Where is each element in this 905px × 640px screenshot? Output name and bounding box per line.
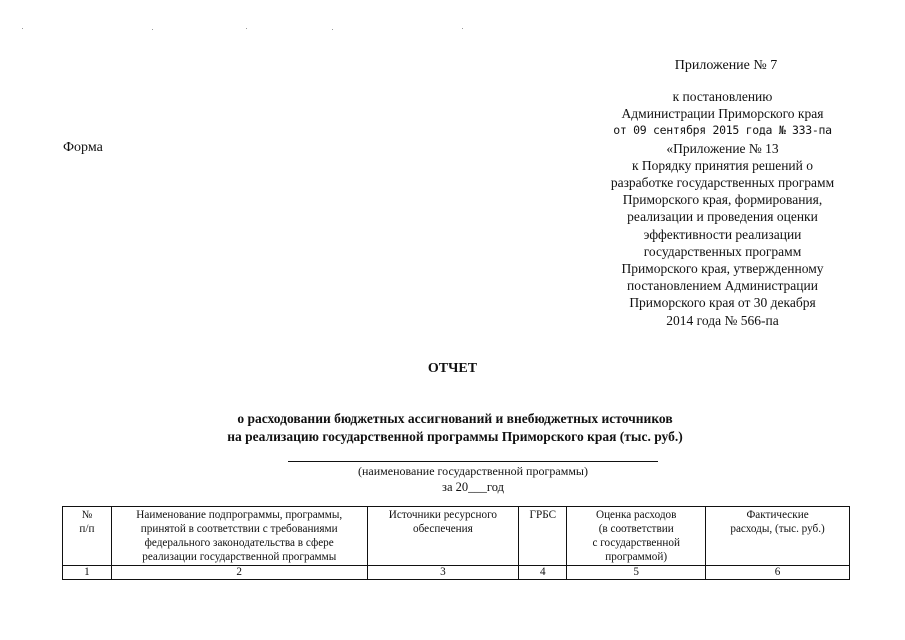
report-subtitle-line: на реализацию государственной программы Приморского края (тыс. руб.) — [227, 429, 683, 444]
program-name-caption: (наименование государственной программы) — [358, 464, 588, 478]
header-text: Фактические — [746, 509, 809, 521]
scan-specks — [0, 28, 905, 32]
header-text: реализации государственной программы — [142, 551, 337, 563]
appendix-line: к Порядку принятия решений о — [631, 157, 814, 173]
report-subtitle — [140, 410, 770, 446]
appendix-line: постановлением Администрации — [627, 278, 818, 294]
appendix-line: Приморского края, утвержденному — [621, 261, 824, 277]
header-text: с государственной — [592, 537, 680, 549]
appendix-line: государственных программ — [643, 243, 802, 259]
header-text: расходы, (тыс. руб.) — [730, 523, 825, 535]
appendix-line: к постановлению — [672, 89, 773, 104]
appendix-title: Приложение № 7 — [674, 58, 778, 73]
report-year: за 20___год — [442, 480, 504, 494]
appendix-line: реализации и проведения оценки — [627, 209, 818, 225]
header-text: принятой в соответствии с требованиями — [140, 523, 338, 535]
table-numbering-row — [63, 566, 850, 580]
header-text: Наименование подпрограммы, программы, — [136, 509, 343, 521]
column-number: 1 — [63, 566, 112, 580]
header-funding-sources — [367, 507, 519, 566]
appendix-line: Приморского края от 30 декабря — [629, 295, 816, 311]
appendix-block — [590, 88, 855, 329]
report-title: ОТЧЕТ — [427, 361, 478, 376]
appendix-line: 2014 года № 566-па — [666, 312, 779, 328]
header-actual-expenses — [706, 507, 850, 566]
header-text: п/п — [79, 523, 95, 535]
header-grbs — [519, 507, 567, 566]
header-text: ГРБС — [529, 509, 557, 521]
header-text: № — [81, 509, 93, 521]
column-number: 4 — [519, 566, 567, 580]
header-expense-estimate — [567, 507, 706, 566]
column-number: 2 — [111, 566, 367, 580]
report-table — [62, 506, 850, 580]
report-subtitle-line: о расходовании бюджетных ассигнований и внебюджетных источников — [237, 411, 673, 426]
column-number: 6 — [706, 566, 850, 580]
column-number: 5 — [567, 566, 706, 580]
header-text: программой) — [605, 551, 668, 563]
appendix-line: Администрации Приморского края — [621, 106, 824, 122]
header-number — [63, 507, 112, 566]
header-text: Источники ресурсного — [388, 509, 498, 521]
header-text: (в соответствии — [598, 523, 674, 535]
appendix-line: эффективности реализации — [643, 226, 802, 242]
column-number: 3 — [367, 566, 519, 580]
appendix-line-handwritten: от 09 сентября 2015 года № 333-па — [613, 123, 832, 138]
table-header-row — [63, 507, 850, 566]
appendix-line: Приморского края, формирования, — [622, 192, 823, 208]
program-name-underline — [288, 461, 658, 462]
header-subprogram-name — [111, 507, 367, 566]
appendix-line: «Приложение № 13 — [666, 140, 779, 156]
header-text: Оценка расходов — [595, 509, 677, 521]
header-text: обеспечения — [413, 523, 473, 535]
header-text: федерального законодательства в сфере — [144, 537, 334, 549]
appendix-line: разработке государственных программ — [610, 175, 835, 191]
form-label: Форма — [63, 140, 103, 155]
